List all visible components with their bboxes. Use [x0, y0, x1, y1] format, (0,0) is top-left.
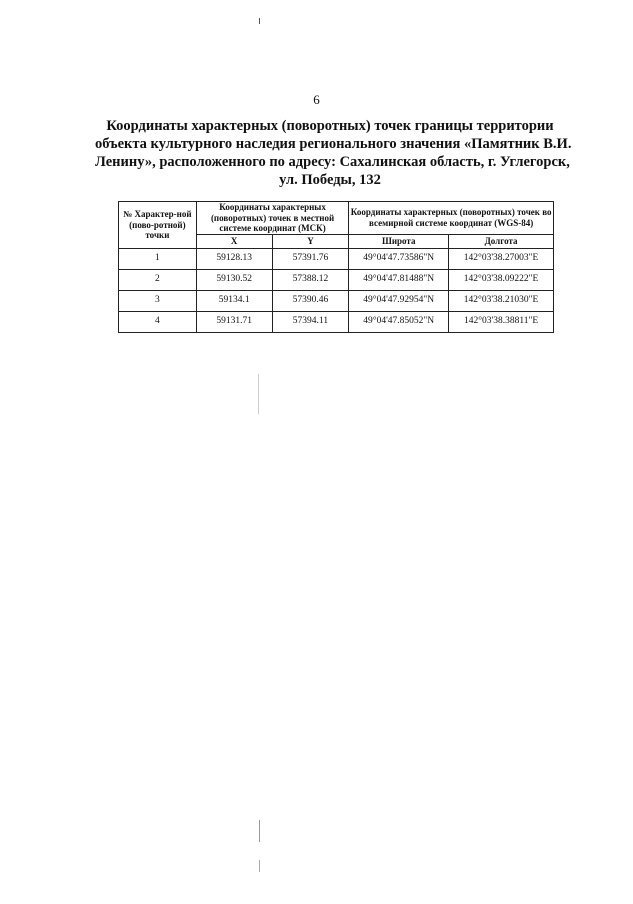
title-line: ул. Победы, 132: [279, 172, 381, 188]
cell-number: 4: [119, 311, 197, 332]
cell-y: 57390.46: [272, 290, 349, 311]
cell-number: 2: [119, 269, 197, 290]
scan-mark: [258, 374, 259, 414]
header-world-system: Координаты характерных (поворотных) точек во всемирной системе координат (WGS-84): [349, 202, 554, 235]
table-row: [119, 290, 554, 311]
table-row: [119, 269, 554, 290]
cell-y: 57388.12: [272, 269, 349, 290]
coordinates-table: [118, 201, 554, 333]
page-number: 6: [313, 92, 320, 107]
cell-number: 3: [119, 290, 197, 311]
title-line: объекта культурного наследия регионального значения «Памятник В.И.: [95, 136, 572, 152]
cell-longitude: 142°03'38.21030"E: [449, 290, 554, 311]
cell-y: 57394.11: [272, 311, 349, 332]
cell-longitude: 142°03'38.38811"E: [449, 311, 554, 332]
cell-x: 59128.13: [196, 248, 272, 269]
table-row: [119, 248, 554, 269]
header-latitude: Широта: [349, 234, 449, 248]
cell-y: 57391.76: [272, 248, 349, 269]
document-title: [95, 117, 572, 189]
header-y: Y: [272, 234, 349, 248]
title-line: Ленину», расположенного по адресу: Сахалинская область, г. Углегорск,: [95, 154, 570, 170]
cell-longitude: 142°03'38.09222"E: [449, 269, 554, 290]
cell-x: 59130.52: [196, 269, 272, 290]
header-x: X: [196, 234, 272, 248]
cell-latitude: 49°04'47.81488"N: [349, 269, 449, 290]
table-header-row: [119, 202, 554, 235]
scan-mark: [259, 820, 260, 842]
scan-mark: [259, 860, 260, 872]
header-local-system: Координаты характерных (поворотных) точек в местной системе координат (МСК): [196, 202, 349, 235]
header-longitude: Долгота: [449, 234, 554, 248]
cell-number: 1: [119, 248, 197, 269]
cell-longitude: 142°03'38.27003"E: [449, 248, 554, 269]
cell-x: 59131.71: [196, 311, 272, 332]
cell-latitude: 49°04'47.73586"N: [349, 248, 449, 269]
title-line: Координаты характерных (поворотных) точек границы территории: [106, 118, 554, 134]
scan-mark: [259, 18, 260, 24]
cell-x: 59134.1: [196, 290, 272, 311]
cell-latitude: 49°04'47.92954"N: [349, 290, 449, 311]
cell-latitude: 49°04'47.85052"N: [349, 311, 449, 332]
header-point-number: № Характер-ной (пово-ротной) точки: [119, 202, 197, 249]
table-row: [119, 311, 554, 332]
